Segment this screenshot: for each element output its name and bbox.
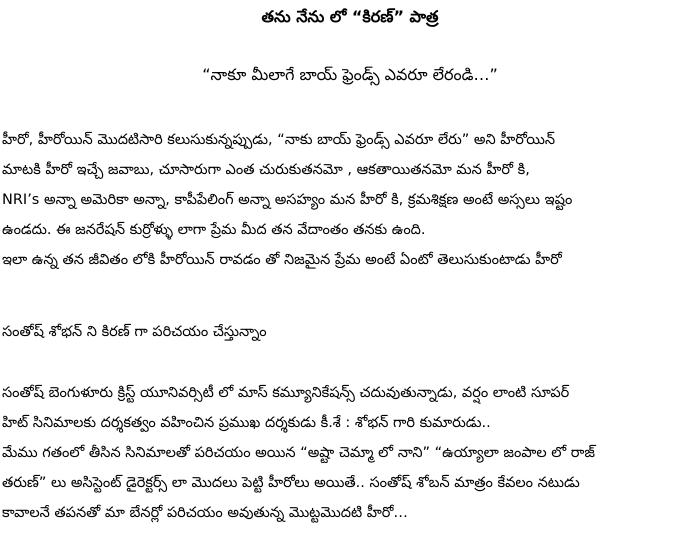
paragraph-line: ఉండదు. ఈ జనరేషన్ కుర్రోళ్ళు లాగా ప్రేమ మీద తన వేదాంతం తనకు ఉంది.	[2, 222, 426, 238]
paragraph-line: మేము గతంలో తీసిన సినిమాలతో పరిచయం అయిన “అష్టా చెమ్మా లో నాని” “ఉయ్యాలా జంపాల లో రాజ్	[2, 445, 595, 461]
paragraph-line: సంతోష్ శోభన్ ని కిరణ్ గా పరిచయం చేస్తున్నాం	[2, 324, 267, 340]
paragraph-line: NRI’s అన్నా అమెరికా అన్నా, కాపీపేలింగ్ అన్నా అసహ్యం మన హీరో కి, క్రమశిక్షణ అంటే అస్సలు ఇష్టం	[2, 192, 573, 208]
paragraph-introduction	[2, 317, 698, 347]
paragraph-line: హీరో, హీరోయిన్ మొదటిసారి కలుసుకున్నప్పుడు, “నాకు బాయ్ ఫ్రెండ్స్ ఎవరూ లేరు” అని హీరోయిన్	[2, 132, 556, 148]
paragraph-line: కావాలనే తపనతో మా బేనర్లో పరిచయం అవుతున్న మొట్టమొదటి హీరో…	[2, 505, 408, 521]
paragraph-line: తరుణ్” లు అసిస్టెంట్ డైరెక్టర్స్ లా మొదలు పెట్టి హీరోలు అయితే.. సంతోష్ శోబన్ మాత్రం కేవలం నటుడు	[2, 475, 580, 491]
document-title: తను నేను లో “కిరణ్” పాత్ర	[261, 7, 439, 26]
paragraph-line: హిట్ సినిమాలకు దర్శకత్వం వహించిన ప్రముఖ దర్శకుడు కీ.శే : శోభన్ గారి కుమారుడు..	[2, 415, 491, 431]
paragraph-actor-bio	[2, 378, 698, 528]
paragraph-hero-intro	[2, 125, 698, 275]
paragraph-line: సంతోష్ బెంగుళూరు క్రిస్ట్ యూనివర్సిటీ లో మాస్ కమ్యూనికేషన్స్ చదువుతున్నాడు, వర్షం లాంటి సూపర్	[2, 385, 570, 401]
paragraph-line: మాటకి హీరో ఇచ్చే జవాబు, చూసారుగా ఎంత చురుకుతనమో , ఆకతాయితనమో మన హీరో కి,	[2, 162, 530, 178]
quote-line: “నాకూ మీలాగే బాయ్ ఫ్రెండ్స్ ఎవరూ లేరండి…”	[202, 65, 498, 84]
paragraph-line: ఇలా ఉన్న తన జీవితం లోకి హీరోయిన్ రావడం తో నిజమైన ప్రేమ అంటే ఏంటో తెలుసుకుంటాడు హీరో	[2, 252, 562, 268]
